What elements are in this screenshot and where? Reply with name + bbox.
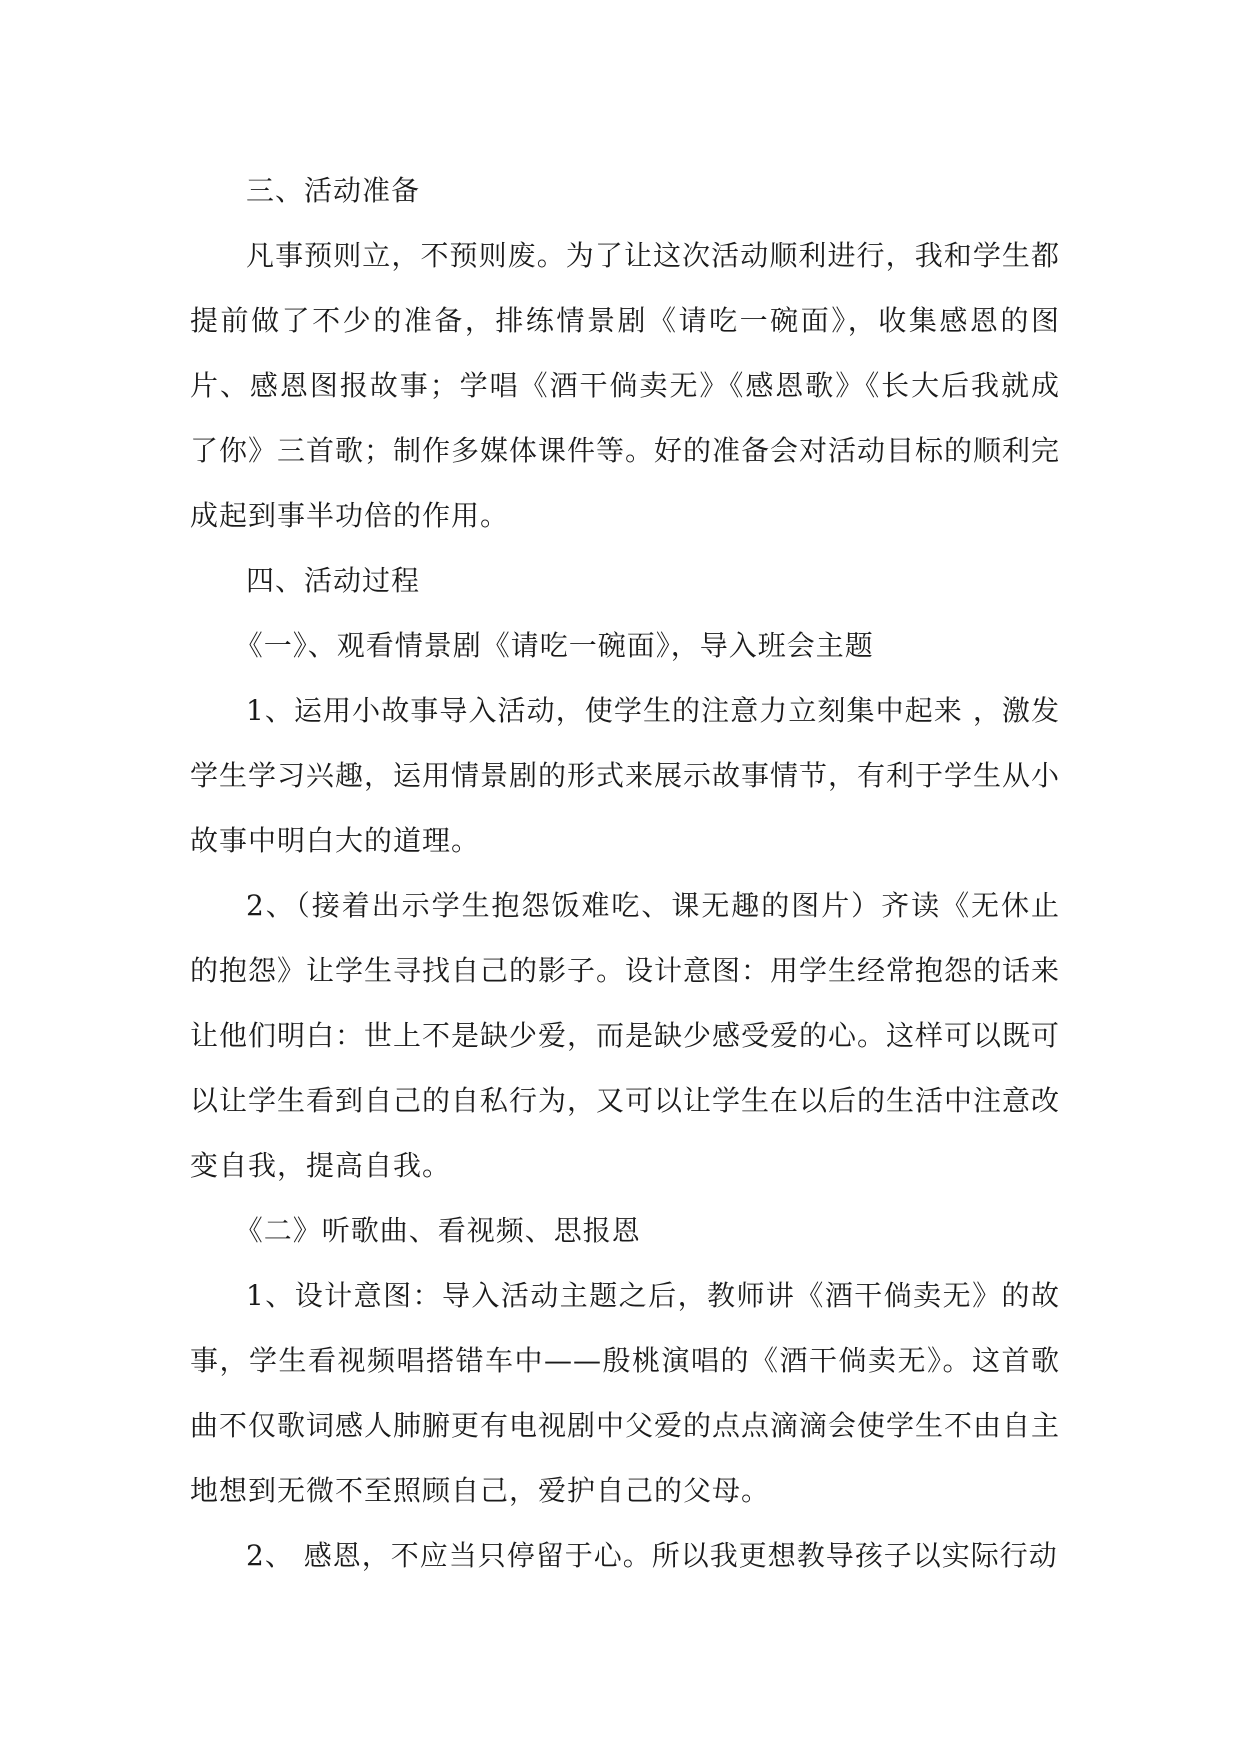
paragraph-step-2: 2、（接着出示学生抱怨饭难吃、课无趣的图片）齐读《无休止的抱怨》让学生寻找自己的影子。设计意图：用学生经常抱怨的话来让他们明白：世上不是缺少爱，而是缺少感受爱的心。这样可以既可以让学生看到自己的自私行为，又可以让学生在以后的生活中注意改变自我，提高自我。 xyxy=(190,889,1061,1182)
subsection-heading-two: 《二》听歌曲、看视频、思报恩 xyxy=(234,1214,641,1247)
paragraph-preparation: 凡事预则立，不预则废。为了让这次活动顺利进行，我和学生都提前做了不少的准备，排练情景剧《请吃一碗面》，收集感恩的图片、感恩图报故事；学唱《酒干倘卖无》《感恩歌》《长大后我就成了你》三首歌；制作多媒体课件等。好的准备会对活动目标的顺利完成起到事半功倍的作用。 xyxy=(190,239,1061,532)
section-heading-preparation: 三、活动准备 xyxy=(246,174,421,207)
document-body xyxy=(190,158,1060,1588)
paragraph-step-4: 2、 感恩，不应当只停留于心。所以我更想教导孩子以实际行动 xyxy=(246,1539,1058,1572)
paragraph-step-1: 1、运用小故事导入活动，使学生的注意力立刻集中起来 ，激发学生学习兴趣，运用情景剧的形式来展示故事情节，有利于学生从小故事中明白大的道理。 xyxy=(190,694,1061,857)
section-heading-process: 四、活动过程 xyxy=(246,564,421,597)
paragraph-step-3: 1、设计意图：导入活动主题之后，教师讲《酒干倘卖无》的故事，学生看视频唱搭错车中——殷桃演唱的《酒干倘卖无》。这首歌曲不仅歌词感人肺腑更有电视剧中父爱的点点滴滴会使学生不由自主地想到无微不至照顾自己，爱护自己的父母。 xyxy=(190,1279,1061,1507)
subsection-heading-one: 《一》、观看情景剧《请吃一碗面》，导入班会主题 xyxy=(234,629,874,662)
